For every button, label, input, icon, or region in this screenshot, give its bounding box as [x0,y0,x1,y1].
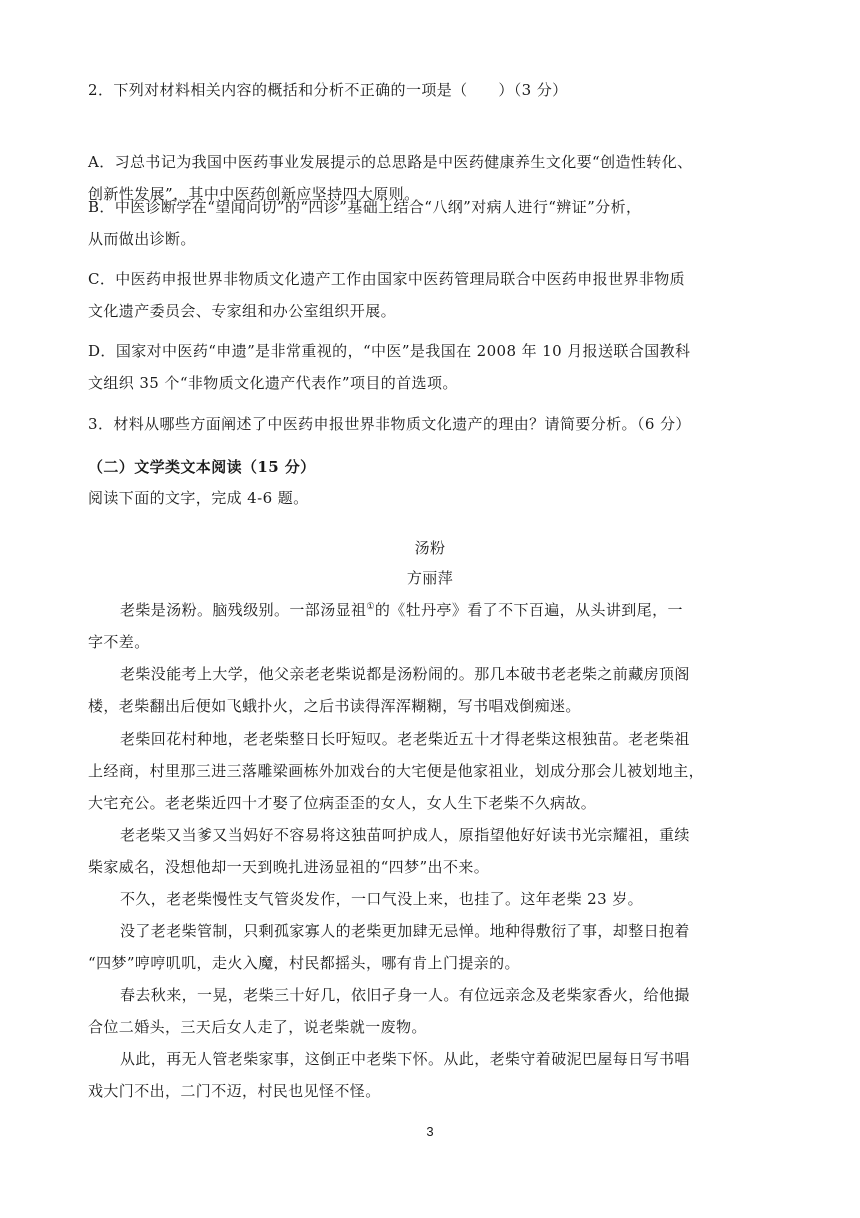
option-a-line-2: 创新性发展”，其中中医药创新应坚持四大原则。 [88,185,420,203]
option-c-line-2: 文化遗产委员会、专家组和办公室组织开展。 [88,302,397,320]
paragraph-7-line-2: 合位二婚头，三天后女人走了，说老柴就一废物。 [88,1018,427,1036]
question-2-stem: 2．下列对材料相关内容的概括和分析不正确的一项是（ ）（3 分） [88,81,568,99]
page-number: 3 [426,1124,434,1139]
paragraph-7-line-1: 春去秋来，一晃，老柴三十好几，依旧孑身一人。有位远亲念及老柴家香火，给他撮 [120,986,690,1004]
section-title: （二）文学类文本阅读（15 分） [88,458,316,476]
paragraph-3-line-1: 老柴回花村种地，老老柴整日长吁短叹。老老柴近五十才得老柴这根独苗。老老柴祖 [120,730,690,748]
paragraph-8-line-2: 戏大门不出，二门不迈，村民也见怪不怪。 [88,1082,381,1100]
option-d-line-2: 文组织 35 个“非物质文化遗产代表作”项目的首选项。 [88,374,458,392]
paragraph-1-line-2: 字不差。 [88,633,150,651]
question-3: 3．材料从哪些方面阐述了中医药申报世界非物质文化遗产的理由？请简要分析。（6 分） [88,415,691,433]
paragraph-8-line-1: 从此，再无人管老柴家事，这倒正中老柴下怀。从此，老柴守着破泥巴屋每日写书唱 [120,1050,690,1068]
paragraph-4-line-1: 老老柴又当爹又当妈好不容易将这独苗呵护成人，原指望他好好读书光宗耀祖，重续 [120,826,690,844]
paragraph-1-line-1: 老柴是汤粉。脑残级别。一部汤显祖①的《牡丹亭》看了不下百遍，从头讲到尾，一 [120,601,683,619]
author: 方丽萍 [406,569,454,587]
paragraph-4-line-2: 柴家威名，没想他却一天到晚扎进汤显祖的“四梦”出不来。 [88,858,490,876]
option-a-line-1: A．习总书记为我国中医药事业发展提示的总思路是中医药健康养生文化要“创造性转化、 [88,153,693,171]
paragraph-3-line-3: 大宅充公。老老柴近四十才娶了位病歪歪的女人，女人生下老柴不久病故。 [88,794,597,812]
option-b-line-2: 从而做出诊断。 [88,230,196,248]
paragraph-3-line-2: 上经商，村里那三进三落雕梁画栋外加戏台的大宅便是他家祖业，划成分那会儿被划地主， [88,762,705,780]
paragraph-6-line-1: 没了老老柴管制，只剩孤家寡人的老柴更加肆无忌惮。地种得敷衍了事，却整日抱着 [120,922,690,940]
option-c-line-1: C．中医药申报世界非物质文化遗产工作由国家中医药管理局联合中医药申报世界非物质 [88,270,686,288]
paragraph-5: 不久，老老柴慢性支气管炎发作，一口气没上来，也挂了。这年老柴 23 岁。 [120,890,644,908]
paragraph-2-line-2: 楼，老柴翻出后便如飞蛾扑火，之后书读得浑浑糊糊，写书唱戏倒痴迷。 [88,697,581,715]
story-title: 汤粉 [414,539,446,557]
option-d-line-1: D．国家对中医药“申遗”是非常重视的，“中医”是我国在 2008 年 10 月报送联合国教科 [88,342,691,360]
footnote-marker: ① [366,602,375,612]
paragraph-2-line-1: 老柴没能考上大学，他父亲老老柴说都是汤粉闹的。那几本破书老老柴之前藏房顶阁 [120,665,690,683]
paragraph-6-line-2: “四梦”哼哼叽叽，走火入魔，村民都摇头，哪有肯上门提亲的。 [88,954,520,972]
option-b-line-1: B．中医诊断学在“望闻问切”的“四诊”基础上结合“八纲”对病人进行“辨证”分析， [88,198,642,216]
instruction: 阅读下面的文字，完成 4-6 题。 [88,489,309,507]
